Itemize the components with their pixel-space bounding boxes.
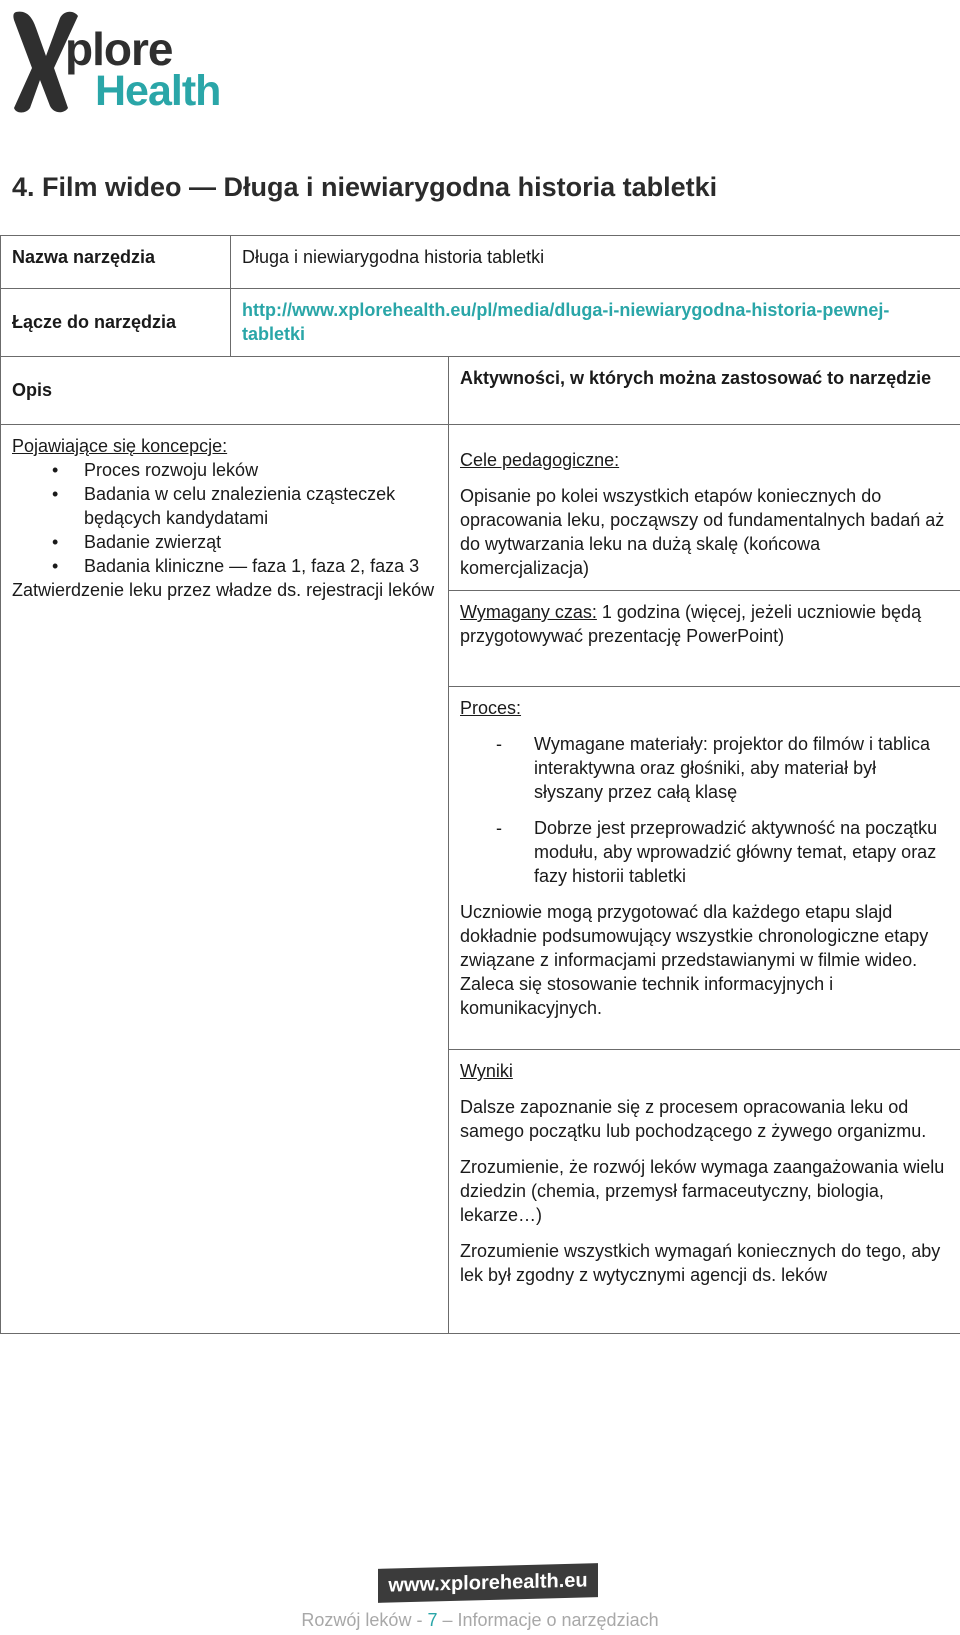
time-text: 1 godzina (więcej, jeżeli uczniowie będą przygotowywać prezentację PowerPoint)	[460, 602, 922, 646]
logo-word-health: Health	[95, 67, 221, 115]
list-item: • Badania w celu znalezienia cząsteczek będących kandydatami	[84, 482, 438, 530]
goals-cell	[449, 425, 960, 591]
footer-subtitle: – Informacje o narzędziach	[437, 1610, 659, 1630]
concepts-heading: Pojawiające się koncepcje:	[12, 436, 228, 456]
list-item: - Wymagane materiały: projektor do filmów i tablica interaktywna oraz głośniki, aby materiał był słyszany przez całą klasę	[534, 732, 950, 804]
result-item: Dalsze zapoznanie się z procesem opracowania leku od samego początku lub pochodzącego z żywego organizmu.	[460, 1097, 927, 1141]
description-header: Opis	[1, 357, 449, 425]
list-item: • Badania kliniczne — faza 1, faza 2, faza 3	[84, 554, 438, 578]
page-footer	[0, 1610, 960, 1631]
tool-link-row	[1, 289, 960, 357]
result-item: Zrozumienie, że rozwój leków wymaga zaangażowania wielu dziedzin (chemia, przemysł farmaceutyczny, biologia, lekarze…)	[460, 1157, 945, 1225]
header-row	[1, 357, 960, 425]
list-item: - Dobrze jest przeprowadzić aktywność na początku modułu, aby wprowadzić główny temat, etapy oraz fazy historii tabletki	[534, 816, 950, 888]
concepts-list	[12, 458, 438, 578]
process-heading: Proces:	[460, 698, 522, 718]
results-cell	[449, 1050, 960, 1334]
process-list	[460, 732, 950, 888]
page-title: 4. Film wideo — Długa i niewiarygodna historia tabletki	[12, 172, 718, 202]
time-heading: Wymagany czas:	[460, 602, 597, 622]
goals-row	[1, 425, 960, 591]
approval-text: Zatwierdzenie leku przez władze ds. rejestracji leków	[12, 580, 435, 600]
process-cell	[449, 687, 960, 1050]
page-number: 7	[427, 1610, 438, 1630]
list-item: • Proces rozwoju leków	[84, 458, 438, 482]
list-item: • Badanie zwierząt	[84, 530, 438, 554]
goals-heading: Cele pedagogiczne:	[460, 450, 620, 470]
footer-section: Rozwój leków -	[301, 1610, 428, 1630]
tool-name-row	[1, 236, 960, 289]
website-badge[interactable]: www.xplorehealth.eu	[378, 1563, 598, 1603]
logo-word-xplore: plore	[65, 23, 173, 75]
result-item: Zrozumienie wszystkich wymagań koniecznych do tego, aby lek był zgodny z wytycznymi agencji ds. leków	[460, 1241, 941, 1285]
xplore-health-logo	[10, 8, 240, 118]
results-heading: Wyniki	[460, 1061, 513, 1081]
description-cell	[1, 425, 449, 1334]
tool-link[interactable]: http://www.xplorehealth.eu/pl/media/dluga-i-niewiarygodna-historia-pewnej-tabletki	[242, 300, 890, 344]
process-text: Uczniowie mogą przygotować dla każdego etapu slajd dokładnie podsumowujący wszystkie chronologiczne etapy związane z informacjami przedstawianymi w filmie wideo. Zaleca się stosowanie technik informacyjnych i komunikacyjnych.	[460, 902, 929, 1018]
tool-name-label: Nazwa narzędzia	[1, 236, 231, 289]
tool-link-label: Łącze do narzędzia	[1, 289, 231, 357]
activities-header: Aktywności, w których można zastosować to narzędzie	[449, 357, 960, 425]
tool-info-table	[0, 235, 960, 1334]
time-cell	[449, 591, 960, 687]
goals-text: Opisanie po kolei wszystkich etapów koniecznych do opracowania leku, począwszy od fundamentalnych badań aż do wytwarzania leku na dużą skalę (końcowa komercjalizacja)	[460, 486, 945, 578]
tool-name-value: Długa i niewiarygodna historia tabletki	[231, 236, 960, 289]
